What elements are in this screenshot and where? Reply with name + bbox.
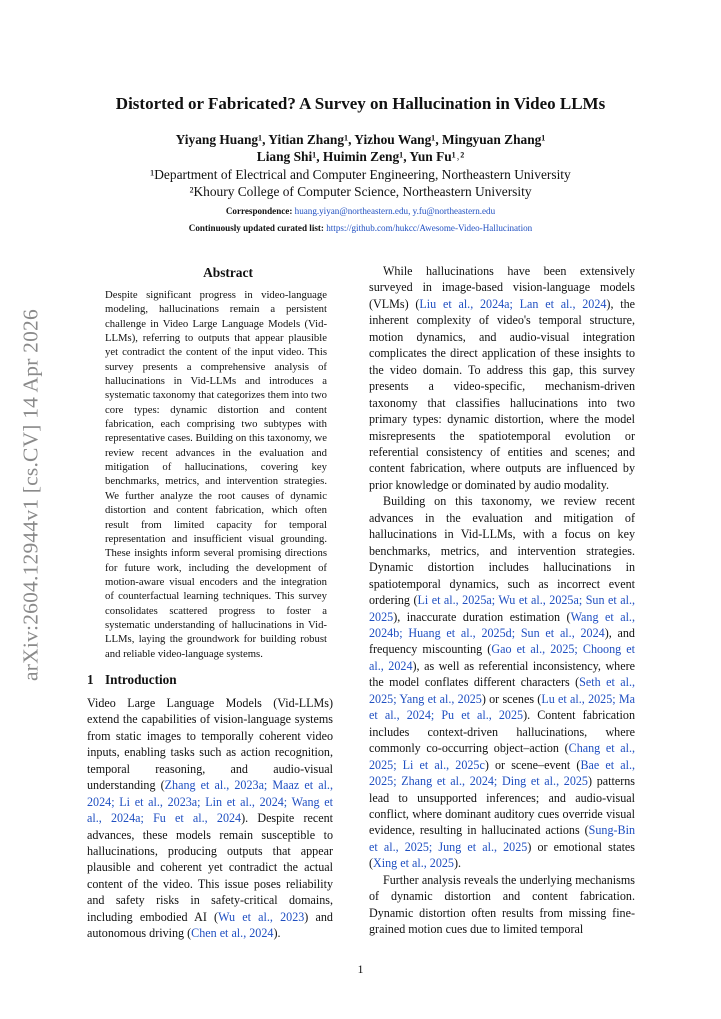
author-list	[0, 131, 721, 165]
intro-paragraph-2: While hallucinations have been extensively surveyed in image-based vision-language models (VLMs) (Liu et al., 2024a; Lan et al., 2024), the inherent complexity of video's temporal structure, motion dynamics, and audio-visual integration complicates the direct application of these insights to the video domain. To address this gap, this survey presents a video-specific, mechanism-driven taxonomy that classifies hallucinations into two primary types: dynamic distortion, where the model misrepresents the spatiotemporal evolution or referential consistency of entities and scenes; and content fabrication, where outputs are influenced by prior knowledge or dominated by audio modality.	[369, 264, 636, 492]
section-heading-introduction	[87, 671, 351, 688]
correspondence-emails[interactable]: huang.yiyan@northeastern.edu, y.fu@northeastern.edu	[294, 206, 496, 216]
intro-paragraph-4: Further analysis reveals the underlying mechanisms of dynamic distortion and content fabrication. Dynamic distortion often results from missing fine-grained motion cues due to limited temporal	[369, 872, 635, 937]
page-number: 1	[357, 962, 364, 976]
correspondence-label: Correspondence:	[225, 206, 293, 216]
curated-list-label: Continuously updated curated list:	[188, 223, 324, 233]
correspondence-line	[0, 203, 721, 220]
authors-line-1: Yiyang Huang¹, Yitian Zhang¹, Yizhou Wang¹, Mingyuan Zhang¹	[175, 132, 546, 147]
curated-list-link[interactable]: https://github.com/hukcc/Awesome-Video-Hallucination	[326, 223, 533, 233]
abstract-heading: Abstract	[203, 265, 253, 280]
paper-title: Distorted or Fabricated? A Survey on Hallucination in Video LLMs	[115, 94, 606, 113]
citation-link[interactable]: Wu et al., 2023	[218, 909, 305, 924]
affiliations	[0, 166, 721, 200]
citation-link[interactable]: Chen et al., 2024	[191, 926, 274, 941]
section-title: Introduction	[105, 671, 177, 687]
citation-link[interactable]: Gao et al., 2025; Choong et al., 2024	[369, 642, 635, 673]
citation-link[interactable]: Bae et al., 2025; Zhang et al., 2024; Ding et al., 2025	[369, 757, 635, 789]
citation-link[interactable]: Liu et al., 2024a; Lan et al., 2024	[419, 296, 607, 311]
intro-paragraph-3: Building on this taxonomy, we review recent advances in the evaluation and mitigation of hallucinations in Vid-LLMs, with a focus on key benchmarks, metrics, and intervention strategies. Dynamic distortion includes hallucinations in spatiotemporal dynamics, such as incorrect event ordering (Li et al., 2025a; Wu et al., 2025a; Sun et al., 2025), inaccurate duration estimation (Wang et al., 2024b; Huang et al., 2025d; Sun et al., 2024), and frequency miscounting (Gao et al., 2025; Choong et al., 2024), as well as referential inconsistency, where the model conflates different characters (Seth et al., 2025; Yang et al., 2025) or scenes (Lu et al., 2025; Ma et al., 2024; Pu et al., 2025). Content fabrication includes context-driven hallucinations, where commonly co-occurring object–action (Chang et al., 2025; Li et al., 2025c) or scene–event (Bae et al., 2025; Zhang et al., 2024; Ding et al., 2025) patterns lead to unsupported inferences; and audio-visual conflict, where dominant auditory cues override visual evidence, resulting in hallucinated actions (Sung-Bin et al., 2025; Jung et al., 2025) or emotional states (Xing et al., 2025).	[369, 494, 636, 871]
citation-link[interactable]: Chang et al., 2025; Li et al., 2025c	[369, 741, 635, 772]
citation-link[interactable]: Zhang et al., 2023a; Maaz et al., 2024; Li et al., 2023a; Lin et al., 2024; Wang et al., 2024a; Fu et al., 2024	[87, 778, 333, 826]
left-column	[87, 263, 351, 942]
paper-meta	[0, 203, 721, 237]
authors-line-2: Liang Shi¹, Huimin Zeng¹, Yun Fu¹˒²	[256, 149, 465, 164]
arxiv-sidebar-stamp	[2, 300, 60, 690]
curated-list-line	[0, 220, 721, 237]
abstract-text: Despite significant progress in video-language modeling, hallucinations remain a persistent challenge in Video Large Language Models (Vid-LLMs), referring to outputs that appear plausible yet contradict the content of the input video. This survey presents a comprehensive analysis of hallucinations in Vid-LLMs and introduces a systematic taxonomy that categorizes them into two core types: dynamic distortion and content fabrication, each comprising two subtypes with representative cases. Building on this taxonomy, we review recent advances in the evaluation and mitigation of hallucinations, covering key benchmarks, metrics, and intervention strategies. We further analyze the root causes of dynamic distortion and content fabrication, which often result from limited capacity for temporal representation and insufficient visual grounding. These insights inform several promising directions for future work, including the development of motion-aware visual encoders and the integration of counterfactual learning techniques. This survey consolidates scattered progress to foster a systematic understanding of hallucinations in Vid-LLMs, laying the groundwork for building robust and reliable video-language systems.	[105, 289, 328, 660]
citation-link[interactable]: Lu et al., 2025; Ma et al., 2024; Pu et al., 2025	[369, 691, 636, 723]
citation-link[interactable]: Wang et al., 2024b; Huang et al., 2025d; Sun et al., 2024	[369, 609, 635, 640]
affiliation-2: ²Khoury College of Computer Science, Northeastern University	[189, 184, 532, 199]
right-column	[369, 263, 635, 938]
affiliation-1: ¹Department of Electrical and Computer Engineering, Northeastern University	[150, 167, 571, 182]
arxiv-id: arXiv:2604.12944v1 [cs.CV] 14 Apr 2026	[18, 309, 43, 681]
section-number: 1	[87, 671, 94, 687]
citation-link[interactable]: Li et al., 2025a; Wu et al., 2025a; Sun et al., 2025	[369, 593, 635, 624]
citation-link[interactable]: Seth et al., 2025; Yang et al., 2025	[369, 675, 635, 706]
citation-link[interactable]: Xing et al., 2025	[373, 856, 454, 871]
citation-link[interactable]: Sung-Bin et al., 2025; Jung et al., 2025	[369, 823, 635, 854]
intro-paragraph-1: Video Large Language Models (Vid-LLMs) extend the capabilities of vision-language systems from static images to temporally coherent video inputs, enabling tasks such as action recognition, temporal reasoning, and audio-visual understanding (Zhang et al., 2023a; Maaz et al., 2024; Li et al., 2023a; Lin et al., 2024; Wang et al., 2024a; Fu et al., 2024). Despite recent advances, these models remain susceptible to hallucinations, producing outputs that appear plausible and coherent yet contradict the actual content of the video. This issue poses reliability and safety risks in safety-critical domains, including embodied AI (Wu et al., 2023) and autonomous driving (Chen et al., 2024).	[87, 695, 333, 941]
